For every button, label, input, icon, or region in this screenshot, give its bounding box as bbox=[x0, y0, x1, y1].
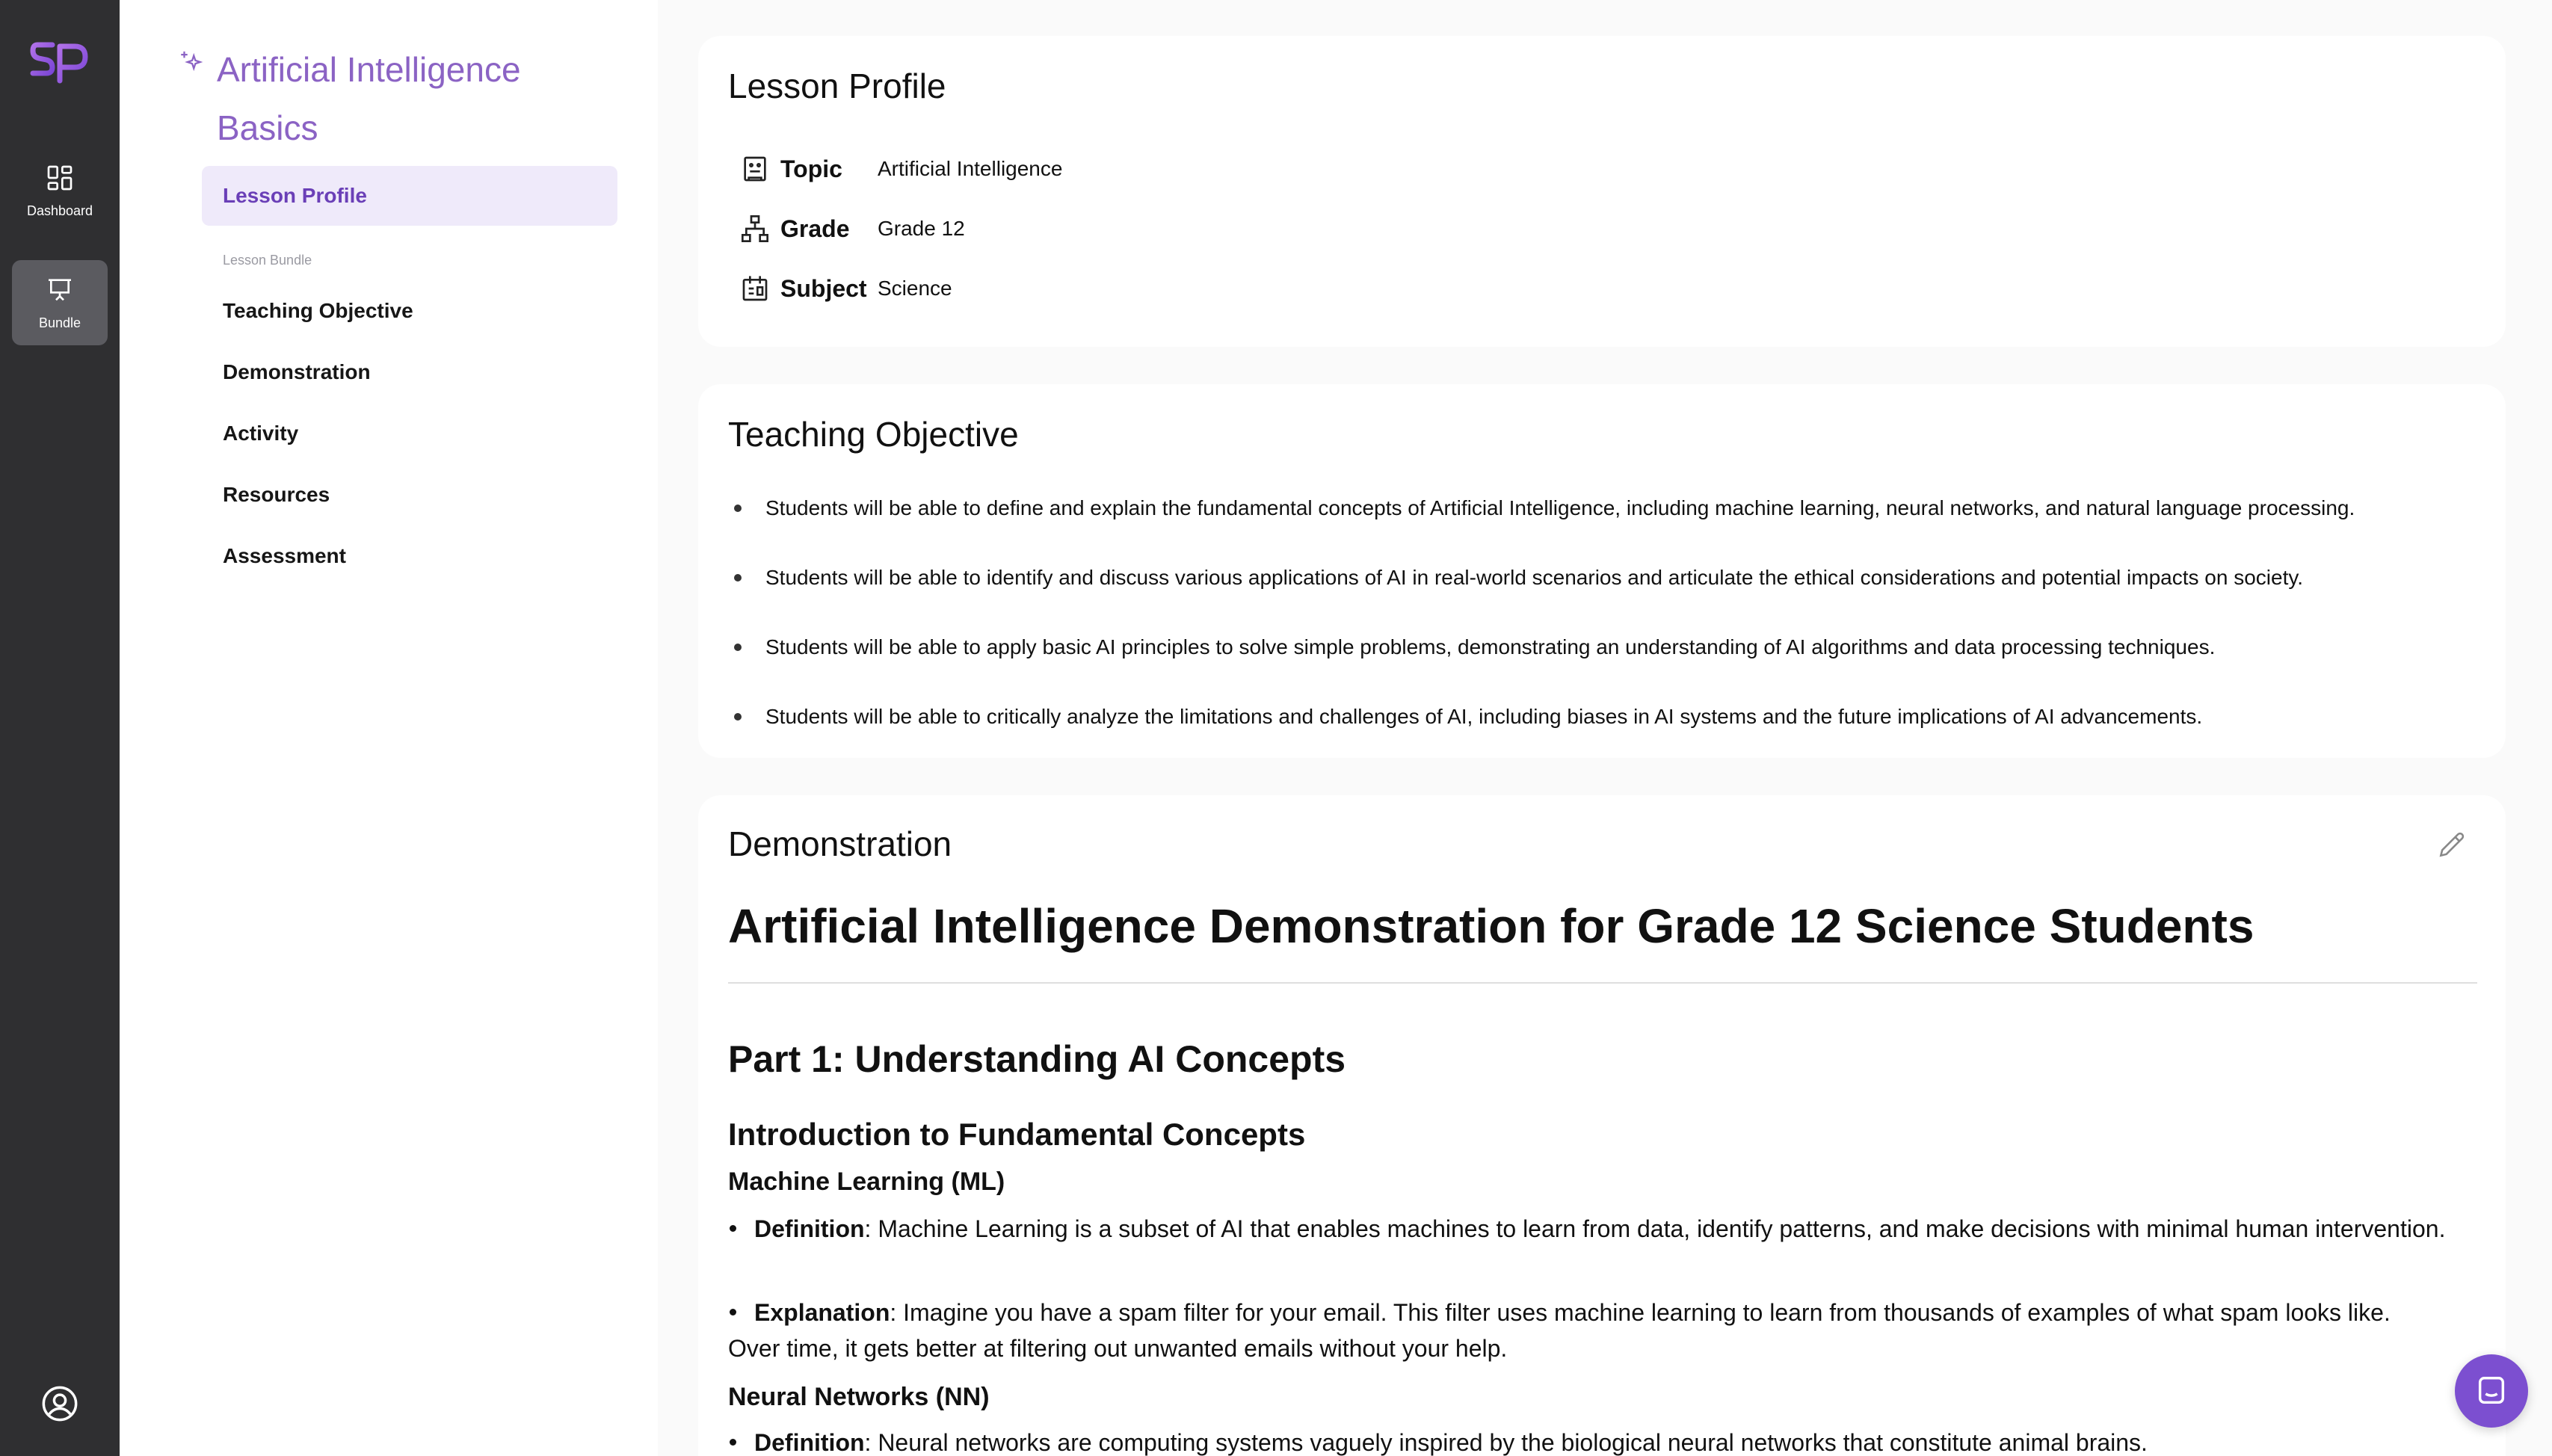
divider bbox=[728, 982, 2477, 984]
objective-item: Students will be able to critically analyze the limitations and challenges of AI, including biases in AI systems and the future implications of AI advancements. bbox=[728, 705, 2202, 729]
main-content bbox=[658, 0, 2552, 1456]
lesson-nav bbox=[120, 0, 658, 1456]
subject-icon bbox=[740, 274, 770, 303]
demonstration-heading: Artificial Intelligence Demonstration for Grade 12 Science Students bbox=[728, 899, 2254, 953]
nav-item-assessment[interactable]: Assessment bbox=[223, 544, 346, 567]
subsection-heading-ml: Machine Learning (ML) bbox=[728, 1167, 1005, 1196]
demonstration-card bbox=[698, 795, 2506, 1456]
profile-value-topic: Artificial Intelligence bbox=[878, 157, 1063, 180]
nav-item-lesson-profile[interactable]: Lesson Profile bbox=[202, 166, 617, 226]
profile-row-grade bbox=[740, 214, 965, 244]
profile-row-topic bbox=[740, 154, 1062, 184]
sparkle-icon bbox=[178, 49, 203, 75]
app-logo[interactable] bbox=[30, 39, 90, 85]
nav-group-label: Lesson Bundle bbox=[223, 253, 312, 268]
profile-value-subject: Science bbox=[878, 277, 952, 300]
profile-key-subject: Subject bbox=[780, 274, 867, 302]
course-title: Artificial Intelligence Basics bbox=[217, 50, 521, 147]
objective-item: Students will be able to apply basic AI principles to solve simple problems, demonstrating an understanding of AI algorithms and data processing techniques. bbox=[728, 635, 2215, 659]
topic-icon bbox=[740, 154, 770, 184]
user-profile-icon[interactable] bbox=[40, 1384, 79, 1423]
presentation-icon bbox=[45, 275, 75, 305]
objective-item: Students will be able to identify and discuss various applications of AI in real-world scenarios and articulate the ethical considerations and potential impacts on society. bbox=[728, 566, 2303, 590]
ml-explanation: Explanation: Imagine you have a spam filter for your email. This filter uses machine learning to learn from thousands of examples of what spam looks like. Over time, it gets better at filtering out unwanted emails without your help. bbox=[728, 1299, 2391, 1362]
rail-bundle-button[interactable] bbox=[12, 260, 108, 345]
section-heading: Introduction to Fundamental Concepts bbox=[728, 1117, 1306, 1152]
nav-item-demonstration[interactable]: Demonstration bbox=[223, 360, 371, 383]
lesson-profile-title: Lesson Profile bbox=[728, 67, 946, 105]
rail-bundle-label: Bundle bbox=[38, 315, 81, 330]
nav-item-activity[interactable]: Activity bbox=[223, 422, 299, 445]
profile-key-topic: Topic bbox=[780, 155, 842, 182]
profile-key-grade: Grade bbox=[780, 215, 850, 242]
profile-row-subject bbox=[740, 274, 952, 303]
part-heading: Part 1: Understanding AI Concepts bbox=[728, 1038, 1346, 1080]
app-rail bbox=[0, 0, 120, 1456]
lesson-profile-card bbox=[698, 36, 2506, 347]
chat-icon bbox=[2474, 1374, 2509, 1408]
nav-item-teaching-objective[interactable]: Teaching Objective bbox=[223, 299, 413, 322]
rail-dashboard-button[interactable] bbox=[12, 148, 108, 233]
hierarchy-icon bbox=[740, 214, 770, 244]
chat-launcher-button[interactable] bbox=[2455, 1354, 2528, 1428]
ml-definition: Definition: Machine Learning is a subset of AI that enables machines to learn from data, identify patterns, and make decisions with minimal human intervention. bbox=[728, 1211, 2447, 1247]
objective-item: Students will be able to define and explain the fundamental concepts of Artificial Intelligence, including machine learning, neural networks, and natural language processing. bbox=[728, 496, 2355, 520]
dashboard-icon bbox=[45, 163, 75, 193]
rail-dashboard-label: Dashboard bbox=[26, 203, 93, 218]
nn-definition: Definition: Neural networks are computing systems vaguely inspired by the biological neural networks that constitute animal brains. bbox=[728, 1425, 2447, 1456]
demonstration-title: Demonstration bbox=[728, 824, 952, 863]
subsection-heading-nn: Neural Networks (NN) bbox=[728, 1383, 990, 1411]
edit-pencil-icon[interactable] bbox=[2435, 828, 2468, 861]
teaching-objective-title: Teaching Objective bbox=[728, 415, 1019, 454]
profile-value-grade: Grade 12 bbox=[878, 217, 965, 240]
teaching-objective-card bbox=[698, 384, 2506, 758]
nav-item-resources[interactable]: Resources bbox=[223, 483, 330, 506]
